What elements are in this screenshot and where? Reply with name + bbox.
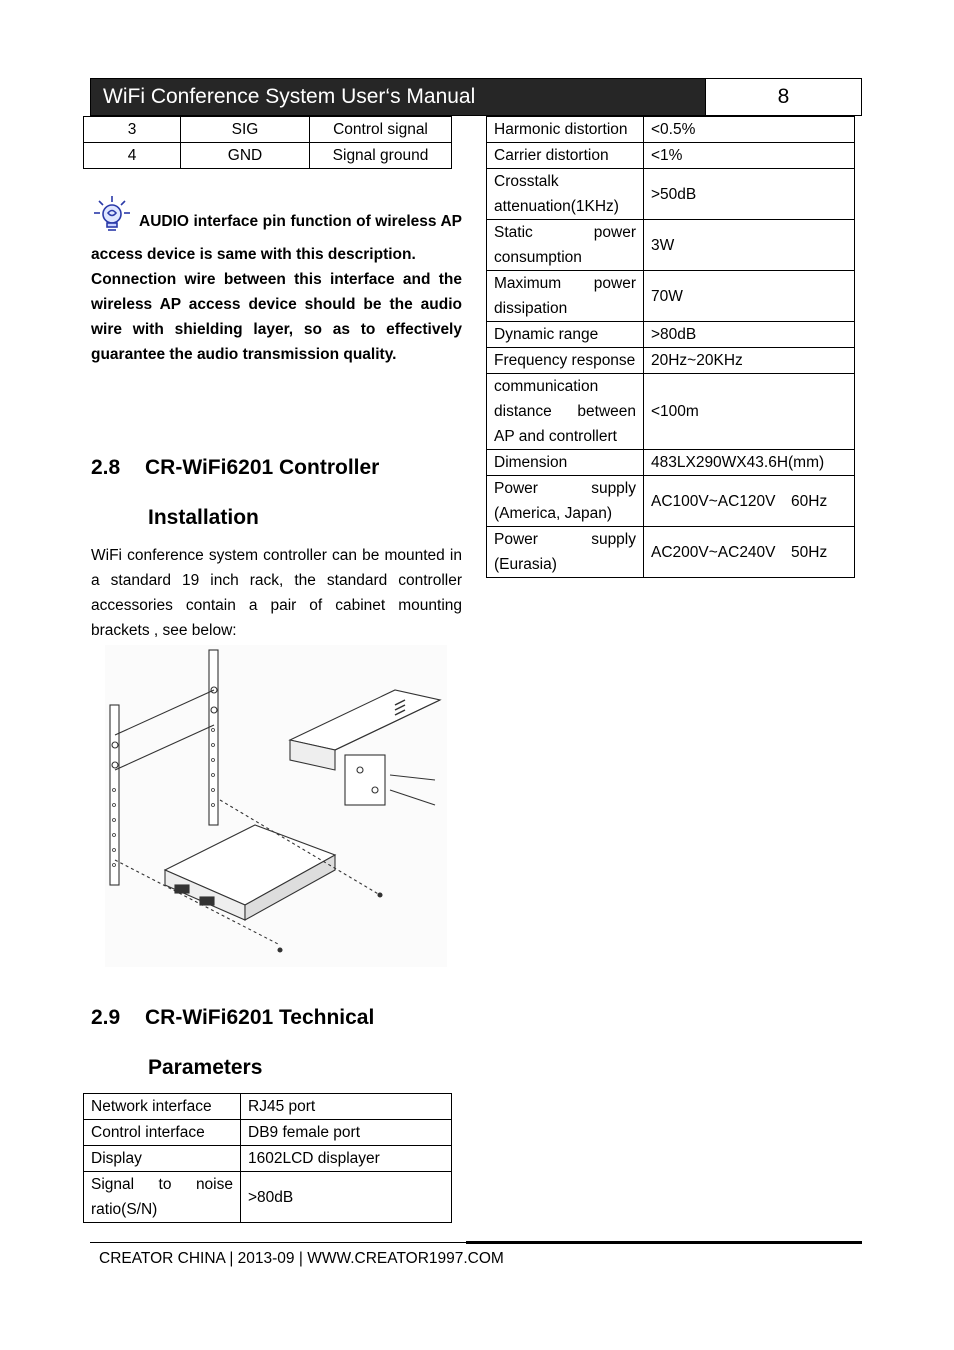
param-value: 1602LCD displayer xyxy=(241,1146,452,1172)
param-value: AC200V~AC240V 50Hz xyxy=(644,527,855,578)
param-value: <1% xyxy=(644,143,855,169)
install-text: WiFi conference system controller can be mounted in a standard 19 inch rack, the standard controller accessories contain a pair of cabinet mounting brackets , see below: xyxy=(91,547,462,639)
footer-rule-thick xyxy=(466,1241,862,1244)
page-number: 8 xyxy=(705,79,861,115)
install-paragraph xyxy=(91,543,462,643)
param-key: communication distance between AP and controllert xyxy=(487,374,644,450)
tip-body-text: Connection wire between this interface and the wireless AP access device should be the audio wire with shielding layer, so as to effectively guarantee the audio transmission quality. xyxy=(91,271,462,363)
param-key: Harmonic distortion xyxy=(487,117,644,143)
table-row xyxy=(487,169,855,220)
table-row xyxy=(487,450,855,476)
table-row xyxy=(84,117,452,143)
param-value: AC100V~AC120V 60Hz xyxy=(644,476,855,527)
table-row xyxy=(84,1172,452,1223)
table-row xyxy=(487,220,855,271)
pin-name: GND xyxy=(181,143,310,169)
table-row xyxy=(487,117,855,143)
param-value: 3W xyxy=(644,220,855,271)
table-row xyxy=(84,1146,452,1172)
param-key: Crosstalk attenuation(1KHz) xyxy=(487,169,644,220)
param-value: >50dB xyxy=(644,169,855,220)
section-number: 2.9 xyxy=(91,1006,121,1029)
param-key: Power supply (America, Japan) xyxy=(487,476,644,527)
section-heading-2-9 xyxy=(91,1006,374,1030)
table-row xyxy=(84,1094,452,1120)
param-key: Dynamic range xyxy=(487,322,644,348)
table-row xyxy=(487,527,855,578)
param-key: Control interface xyxy=(84,1120,241,1146)
table-row xyxy=(487,143,855,169)
param-key: Static power consumption xyxy=(487,220,644,271)
pin-name: SIG xyxy=(181,117,310,143)
section-heading-2-9-cont: Parameters xyxy=(148,1056,263,1079)
table-row xyxy=(84,143,452,169)
param-value: <100m xyxy=(644,374,855,450)
params-table-left xyxy=(83,1093,452,1223)
param-key: Maximum power dissipation xyxy=(487,271,644,322)
params-table-right xyxy=(486,116,855,578)
table-row xyxy=(487,374,855,450)
section-number: 2.8 xyxy=(91,456,121,479)
param-value: 20Hz~20KHz xyxy=(644,348,855,374)
pin-number: 3 xyxy=(84,117,181,143)
pin-number: 4 xyxy=(84,143,181,169)
table-row xyxy=(487,322,855,348)
param-value: 483LX290WX43.6H(mm) xyxy=(644,450,855,476)
tip-lead-text: AUDIO interface pin function of wireless AP access device is same with this description. xyxy=(91,213,462,263)
param-key: Frequency response xyxy=(487,348,644,374)
param-value: 70W xyxy=(644,271,855,322)
table-row xyxy=(487,476,855,527)
manual-title: WiFi Conference System User‘s Manual xyxy=(91,79,705,115)
section-title: CR-WiFi6201 Technical xyxy=(145,1006,375,1029)
param-value: >80dB xyxy=(644,322,855,348)
table-row xyxy=(487,348,855,374)
pin-function: Signal ground xyxy=(310,143,452,169)
page-footer: CREATOR CHINA | 2013-09 | WWW.CREATOR1997.COM xyxy=(99,1250,504,1267)
param-value: RJ45 port xyxy=(241,1094,452,1120)
page-header xyxy=(90,78,862,116)
param-key: Network interface xyxy=(84,1094,241,1120)
table-row xyxy=(487,271,855,322)
lightbulb-icon xyxy=(91,194,133,242)
param-key: Signal to noise ratio(S/N) xyxy=(84,1172,241,1223)
section-heading-2-8-cont: Installation xyxy=(148,506,259,529)
param-value: >80dB xyxy=(241,1172,452,1223)
param-value: DB9 female port xyxy=(241,1120,452,1146)
param-value: <0.5% xyxy=(644,117,855,143)
param-key: Power supply (Eurasia) xyxy=(487,527,644,578)
table-row xyxy=(84,1120,452,1146)
param-key: Display xyxy=(84,1146,241,1172)
rack-mounting-figure xyxy=(105,645,447,967)
section-title: CR-WiFi6201 Controller xyxy=(145,456,380,479)
param-key: Carrier distortion xyxy=(487,143,644,169)
tip-note xyxy=(91,194,462,367)
pin-function: Control signal xyxy=(310,117,452,143)
param-key: Dimension xyxy=(487,450,644,476)
pin-table xyxy=(83,116,452,169)
section-heading-2-8 xyxy=(91,456,379,480)
